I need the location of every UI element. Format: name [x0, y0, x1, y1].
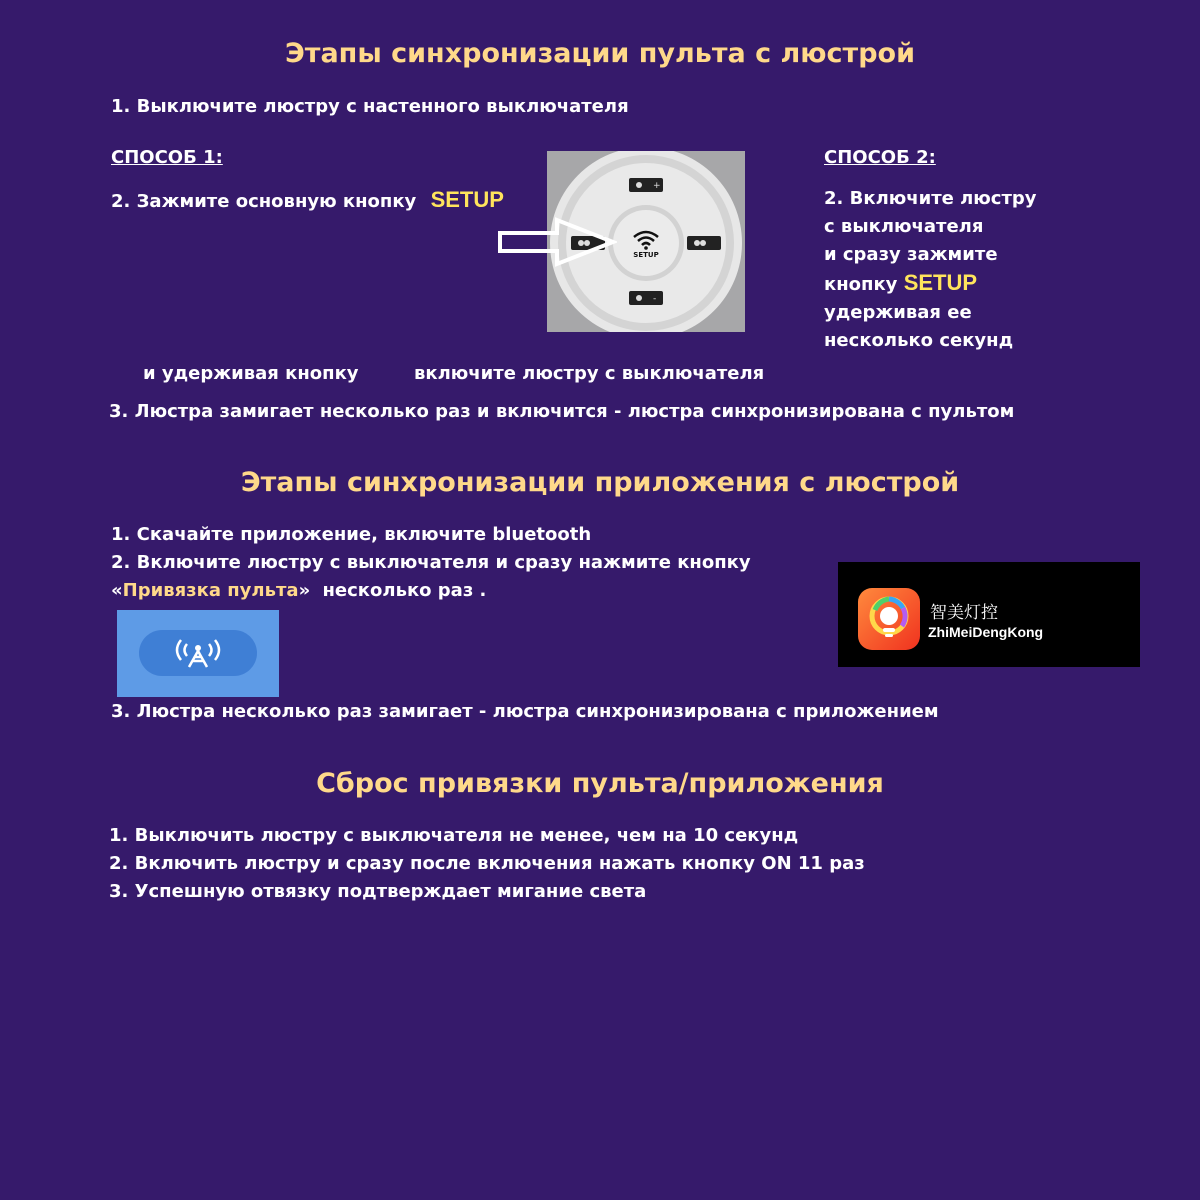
- method2-setup-label: SETUP: [903, 270, 978, 295]
- section2-step2-line2: [111, 580, 486, 601]
- bulb-icon: [858, 588, 920, 650]
- app-logo: [858, 588, 920, 650]
- app-name-cn: 智美灯控: [930, 603, 998, 623]
- method2-line4-prefix: кнопку: [824, 274, 898, 295]
- broadcast-tower-icon: [139, 630, 257, 676]
- section2-step2: 2. Включите люстру с выключателя и сразу нажмите кнопку: [111, 552, 751, 573]
- method2-line4: [824, 269, 1037, 299]
- svg-text:-: -: [653, 294, 657, 304]
- svg-text:+: +: [653, 181, 661, 191]
- section2-step2-suffix: несколько раз .: [322, 580, 487, 601]
- pairing-button-image: [117, 610, 279, 697]
- method1-step2-text: 2. Зажмите основную кнопку: [111, 191, 417, 212]
- arrow-icon: [497, 216, 617, 268]
- quote-open: «: [111, 580, 123, 601]
- section2-step3: 3. Люстра несколько раз замигает - люстра синхронизирована с приложением: [111, 701, 939, 722]
- method1-step2: [111, 187, 504, 213]
- method2-line6: несколько секунд: [824, 330, 1014, 351]
- method1-heading: СПОСОБ 1:: [111, 147, 223, 168]
- section2-title: Этапы синхронизации приложения с люстрой: [240, 467, 960, 498]
- method2-text: [824, 185, 1037, 355]
- section1-step3: 3. Люстра замигает несколько раз и включится - люстра синхронизирована с пультом: [109, 401, 1015, 422]
- app-tile: [838, 562, 1140, 667]
- method1-turn-on-text: включите люстру с выключателя: [414, 363, 765, 384]
- section3-list: [109, 822, 865, 906]
- method2-line2: с выключателя: [824, 216, 984, 237]
- method2-heading: СПОСОБ 2:: [824, 147, 936, 168]
- list-item: 2. Включить люстру и сразу после включения нажать кнопку ON 11 раз: [109, 853, 865, 874]
- pairing-button[interactable]: [139, 630, 257, 676]
- quote-close: »: [298, 580, 311, 601]
- section1-step1: 1. Выключите люстру с настенного выключателя: [111, 96, 629, 117]
- section3-title: Сброс привязки пульта/приложения: [316, 768, 884, 799]
- method1-setup-label: SETUP: [430, 187, 504, 212]
- pairing-button-name: Привязка пульта: [122, 580, 299, 601]
- method2-line5: удерживая ее: [824, 302, 972, 323]
- method2-line1: 2. Включите люстру: [824, 188, 1037, 209]
- app-name-en: ZhiMeiDengKong: [928, 624, 1044, 640]
- section1-title: Этапы синхронизации пульта с люстрой: [284, 38, 915, 69]
- method2-line3: и сразу зажмите: [824, 244, 998, 265]
- remote-setup-text: SETUP: [633, 251, 659, 259]
- section2-step1: 1. Скачайте приложение, включите bluetooth: [111, 524, 592, 545]
- method1-hold-text: и удерживая кнопку: [143, 363, 359, 384]
- list-item: 1. Выключить люстру с выключателя не менее, чем на 10 секунд: [109, 825, 799, 846]
- list-item: 3. Успешную отвязку подтверждает мигание света: [109, 881, 647, 902]
